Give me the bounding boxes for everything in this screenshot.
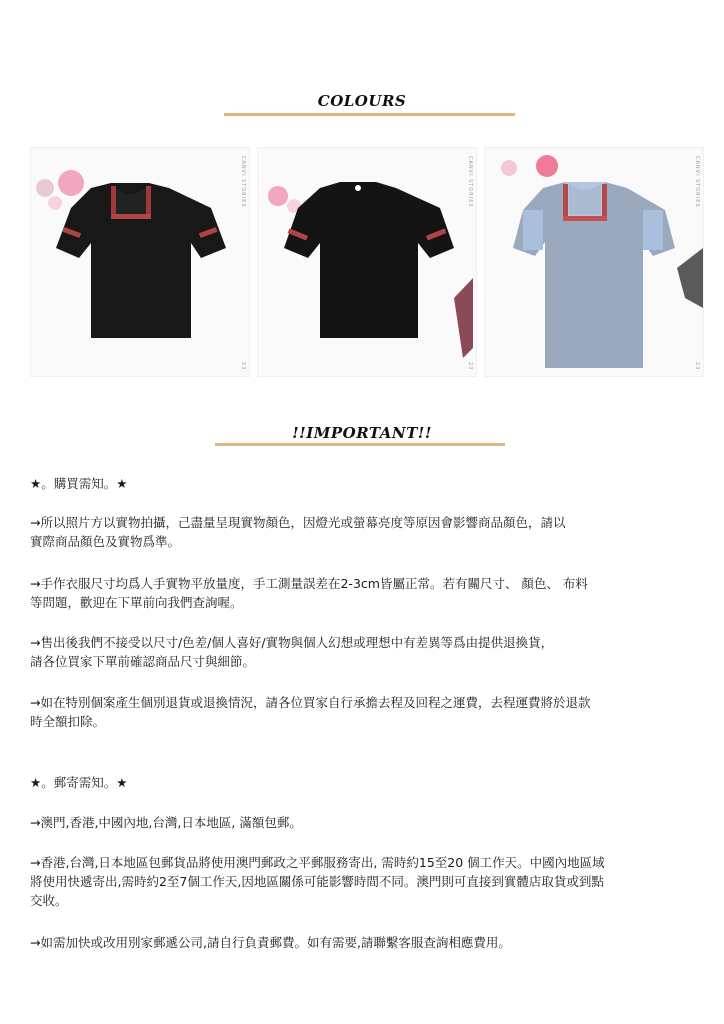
shipping-note-1: →澳門,香港,中國內地,台灣,日本地區, 滿額包郵。 bbox=[30, 815, 302, 830]
photo-number: 23 bbox=[240, 361, 246, 370]
black-back-top-image bbox=[258, 148, 476, 376]
purchase-notes-title: ★。購買需知。★ bbox=[30, 476, 128, 491]
product-photo-black-embroidered bbox=[30, 147, 250, 377]
purchase-note-4: →如在特別個案產生個別退貨或退換情況，請各位買家自行承擔去程及回程之運費，去程運費將於退款 時全額扣除。 bbox=[30, 695, 591, 729]
product-photo-grey-blue bbox=[484, 147, 704, 377]
product-photo-black-back bbox=[257, 147, 477, 377]
colours-heading: COLOURS bbox=[317, 92, 407, 110]
colours-divider bbox=[224, 113, 515, 116]
shipping-notes-title: ★。郵寄需知。★ bbox=[30, 775, 128, 790]
photo-number: 23 bbox=[694, 361, 700, 370]
important-divider bbox=[215, 443, 505, 446]
photo-number: 23 bbox=[467, 361, 473, 370]
purchase-note-3: →售出後我們不接受以尺寸/色差/個人喜好/實物與個人幻想或理想中有差異等爲由提供退換貨， 請各位買家下單前確認商品尺寸與細節。 bbox=[30, 635, 554, 669]
purchase-note-2: →手作衣服尺寸均爲人手實物平放量度，手工測量誤差在2-3cm皆屬正常。若有關尺寸、 顏色、 布料 等問題，歡迎在下單前向我們查詢喔。 bbox=[30, 576, 588, 610]
black-embroidered-top-image bbox=[31, 148, 249, 376]
grey-blue-top-image bbox=[485, 148, 703, 376]
shipping-note-2: →香港,台灣,日本地區包郵貨品將使用澳門郵政之平郵服務寄出, 需時約15至20 個工作天。中國內地區域 將使用快遞寄出,需時約2至7個工作天,因地區關係可能影響時間不同。澳門則可直接到實體店取貨或到點 交收。 bbox=[30, 855, 605, 908]
important-heading: !!IMPORTANT!! bbox=[292, 424, 432, 442]
photo-watermark: CANVI STORIES bbox=[694, 156, 700, 208]
shipping-note-3: →如需加快或改用別家郵遞公司,請自行負責郵費。如有需要,請聯繫客服查詢相應費用。 bbox=[30, 935, 511, 950]
photo-watermark: CANVI STORIES bbox=[467, 156, 473, 208]
photo-watermark: CANVI STORIES bbox=[240, 156, 246, 208]
purchase-note-1: →所以照片方以實物拍攝，己盡量呈現實物顏色，因燈光或螢幕亮度等原因會影響商品顏色，請以 實際商品顏色及實物爲準。 bbox=[30, 515, 566, 549]
